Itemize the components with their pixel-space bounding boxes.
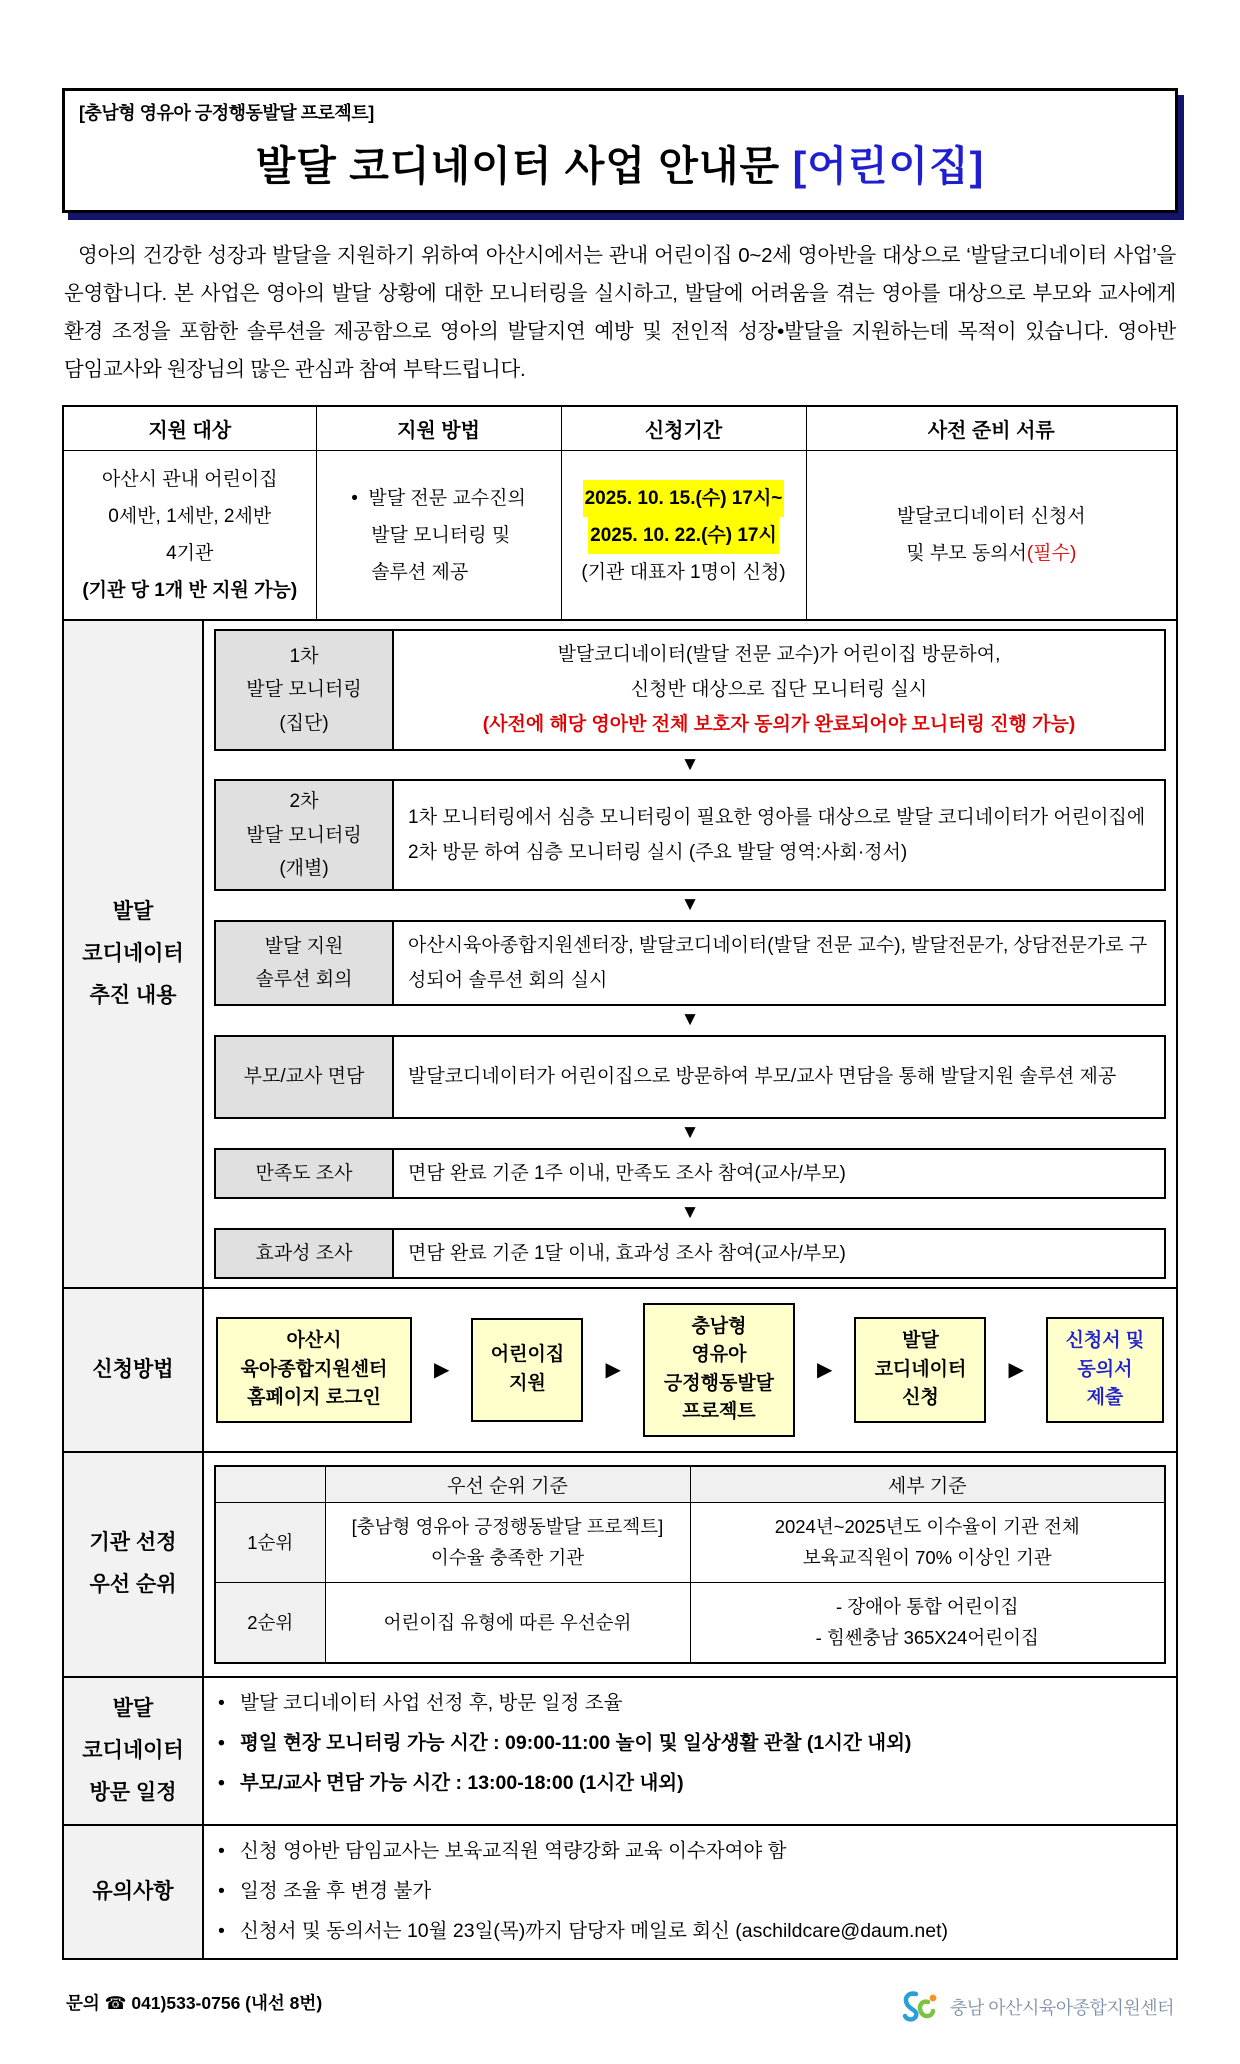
flow-box-coordinator-apply: 발달 코디네이터 신청 (854, 1317, 986, 1423)
step-desc: 발달코디네이터(발달 전문 교수)가 어린이집 방문하여, 신청반 대상으로 집단 모니터링 실시 (사전에 해당 영아반 전체 보호자 동의가 완료되어야 모니터링 진행 가능) (394, 629, 1166, 750)
priority-table (214, 1465, 1166, 1664)
down-arrow-icon: ▼ (680, 894, 700, 916)
step-name: 2차 발달 모니터링 (개별) (214, 779, 394, 891)
flow-box-project: 충남형 영유아 긍정행동발달 프로젝트 (643, 1303, 795, 1437)
notes-content (204, 1826, 1176, 1958)
info-table (62, 405, 1178, 621)
page-title (79, 133, 1161, 192)
step-red-note: (사전에 해당 영아반 전체 보호자 동의가 완료되어야 모니터링 진행 가능) (482, 714, 1076, 736)
flow-box-login: 아산시 육아종합지원센터 홈페이지 로그인 (216, 1317, 412, 1423)
process-step-5 (214, 1148, 1166, 1199)
down-arrow-icon: ▼ (680, 1009, 700, 1031)
process-step-4 (214, 1035, 1166, 1119)
info-table-header-row (63, 406, 1177, 451)
notes-bullet-1: • 신청 영아반 담임교사는 보육교직원 역량강화 교육 이수자여야 함 (218, 1832, 1170, 1872)
schedule-bullet-3: • 부모/교사 면담 가능 시간 : 13:00-18:00 (1시간 내외) (218, 1764, 1170, 1804)
right-arrow-icon: ▶ (1008, 1359, 1024, 1382)
right-arrow-icon: ▶ (434, 1359, 450, 1382)
title-box (62, 88, 1178, 213)
contact-info: 문의 ☎ 041)533-0756 (내선 8번) (66, 1992, 323, 2013)
step-name: 1차 발달 모니터링 (집단) (214, 629, 394, 750)
schedule-bullet-2: • 평일 현장 모니터링 가능 시간 : 09:00-11:00 놀이 및 일상생활 관찰 (1시간 내외) (218, 1724, 1170, 1764)
info-cell-method (316, 451, 561, 621)
process-step-1 (214, 629, 1166, 750)
priority-criteria: [충남형 영유아 긍정행동발달 프로젝트] 이수율 충족한 기관 (325, 1502, 690, 1582)
step-desc: 발달코디네이터가 어린이집으로 방문하여 부모/교사 면담을 통해 발달지원 솔루션 제공 (394, 1035, 1166, 1119)
info-header-docs: 사전 준비 서류 (806, 406, 1177, 451)
section-apply (64, 1287, 1176, 1451)
info-cell-target (63, 451, 316, 621)
info-header-period: 신청기간 (561, 406, 806, 451)
section-priority (64, 1451, 1176, 1676)
priority-rank: 1순위 (215, 1502, 325, 1582)
flow-box-daycare-support: 어린이집 지원 (471, 1318, 583, 1422)
step-desc: 1차 모니터링에서 심층 모니터링이 필요한 영아를 대상으로 발달 코디네이터가 어린이집에 2차 방문 하여 심층 모니터링 실시 (주요 발달 영역:사회·정서) (394, 779, 1166, 891)
step-desc: 면담 완료 기준 1주 이내, 만족도 조사 참여(교사/부모) (394, 1148, 1166, 1199)
project-tag: [충남형 영유아 긍정행동발달 프로젝트] (79, 103, 374, 123)
priority-header-row (215, 1466, 1165, 1503)
step-name: 만족도 조사 (214, 1148, 394, 1199)
target-line: 4기관 (166, 543, 214, 565)
step-name: 부모/교사 면담 (214, 1035, 394, 1119)
section-label-schedule: 발달 코디네이터 방문 일정 (64, 1678, 204, 1824)
process-step-6 (214, 1228, 1166, 1279)
period-highlight-start: 2025. 10. 15.(수) 17시~ (583, 480, 785, 517)
method-line: • 발달 전문 교수진의 (351, 487, 526, 509)
priority-detail: - 장애아 통합 어린이집 - 힘쎈충남 365X24어린이집 (690, 1582, 1165, 1662)
apply-content (204, 1289, 1176, 1451)
step-name: 효과성 조사 (214, 1228, 394, 1279)
method-line: 솔루션 제공 (371, 561, 469, 583)
page-title-suffix: [어린이집] (792, 143, 985, 189)
center-logo-text: 충남 아산시육아종합지원센터 (949, 1997, 1174, 2018)
section-label-apply: 신청방법 (64, 1289, 204, 1451)
period-note: (기관 대표자 1명이 신청) (581, 561, 786, 583)
priority-header-detail: 세부 기준 (690, 1466, 1165, 1503)
info-cell-docs (806, 451, 1177, 621)
intro-paragraph: 영아의 건강한 성장과 발달을 지원하기 위하여 아산시에서는 관내 어린이집 0~2세 영아반을 대상으로 ‘발달코디네이터 사업’을 운영합니다. 본 사업은 영아의 발달 상황에 대한 모니터링을 실시하고, 발달에 어려움을 겪는 영아를 대상으로 부모와 교사에게 환경 조정을 포함한 솔루션을 제공함으로 영아의 발달지연 예방 및 전인적 성장•발달을 지원하는데 목적이 있습니다. 영아반 담임교사와 원장님의 많은 관심과 참여 부탁드립니다. (64, 244, 1176, 381)
priority-header-empty (215, 1466, 325, 1503)
bullet-glyph: • (351, 487, 358, 509)
down-arrow-icon: ▼ (680, 1122, 700, 1144)
down-arrow-icon: ▼ (680, 1201, 700, 1223)
section-label-priority: 기관 선정 우선 순위 (64, 1453, 204, 1676)
main-table (62, 621, 1178, 1959)
period-highlight-end: 2025. 10. 22.(수) 17시 (588, 517, 779, 554)
priority-detail: 2024년~2025년도 이수율이 기관 전체 보육교직원이 70% 이상인 기관 (690, 1502, 1165, 1582)
bullet-glyph: • (218, 1731, 225, 1754)
section-schedule (64, 1676, 1176, 1824)
process-step-3 (214, 920, 1166, 1006)
right-arrow-icon: ▶ (605, 1359, 621, 1382)
asan-center-logo-icon (902, 1990, 942, 2024)
priority-criteria: 어린이집 유형에 따른 우선순위 (325, 1582, 690, 1662)
docs-required: (필수) (1026, 543, 1077, 565)
method-line: 발달 모니터링 및 (371, 524, 511, 546)
step-desc: 아산시육아종합지원센터장, 발달코디네이터(발달 전문 교수), 발달전문가, 상담전문가로 구성되어 솔루션 회의 실시 (394, 920, 1166, 1006)
docs-line: 및 부모 동의서(필수) (906, 543, 1077, 565)
right-arrow-icon: ▶ (817, 1359, 833, 1382)
section-label-notes: 유의사항 (64, 1826, 204, 1958)
section-process (64, 621, 1176, 1287)
bullet-glyph: • (218, 1839, 225, 1862)
section-notes (64, 1824, 1176, 1958)
priority-content (204, 1453, 1176, 1676)
process-step-2 (214, 779, 1166, 891)
priority-rank: 2순위 (215, 1582, 325, 1662)
priority-row-2 (215, 1582, 1165, 1662)
info-table-body-row (63, 451, 1177, 621)
schedule-content (204, 1678, 1176, 1824)
schedule-bullet-1: • 발달 코디네이터 사업 선정 후, 방문 일정 조율 (218, 1684, 1170, 1724)
priority-row-1 (215, 1502, 1165, 1582)
down-arrow-icon: ▼ (680, 753, 700, 775)
notes-bullet-3: • 신청서 및 동의서는 10월 23일(목)까지 담당자 메일로 회신 (aschildcare@daum.net) (218, 1912, 1170, 1952)
apply-flow (214, 1297, 1166, 1443)
process-content (204, 621, 1176, 1287)
info-header-target: 지원 대상 (63, 406, 316, 451)
flow-box-submit-docs: 신청서 및 동의서 제출 (1046, 1317, 1164, 1423)
step-name: 발달 지원 솔루션 회의 (214, 920, 394, 1006)
page-title-text: 발달 코디네이터 사업 안내문 (255, 143, 781, 189)
bullet-glyph: • (218, 1879, 225, 1902)
section-label-process: 발달 코디네이터 추진 내용 (64, 621, 204, 1287)
bullet-glyph: • (218, 1771, 225, 1794)
info-cell-period (561, 451, 806, 621)
target-line: 아산시 관내 어린이집 (101, 469, 278, 490)
target-line: 0세반, 1세반, 2세반 (108, 506, 272, 528)
step-desc: 면담 완료 기준 1달 이내, 효과성 조사 참여(교사/부모) (394, 1228, 1166, 1279)
notes-bullet-2: • 일정 조율 후 변경 불가 (218, 1872, 1170, 1912)
bullet-glyph: • (218, 1919, 225, 1942)
footer (62, 1990, 1178, 2024)
target-line-bold: (기관 당 1개 반 지원 가능) (82, 580, 298, 602)
priority-header-criteria: 우선 순위 기준 (325, 1466, 690, 1503)
center-logo (902, 1990, 1174, 2024)
info-header-method: 지원 방법 (316, 406, 561, 451)
bullet-glyph: • (218, 1691, 225, 1714)
docs-line: 발달코디네이터 신청서 (896, 506, 1086, 528)
